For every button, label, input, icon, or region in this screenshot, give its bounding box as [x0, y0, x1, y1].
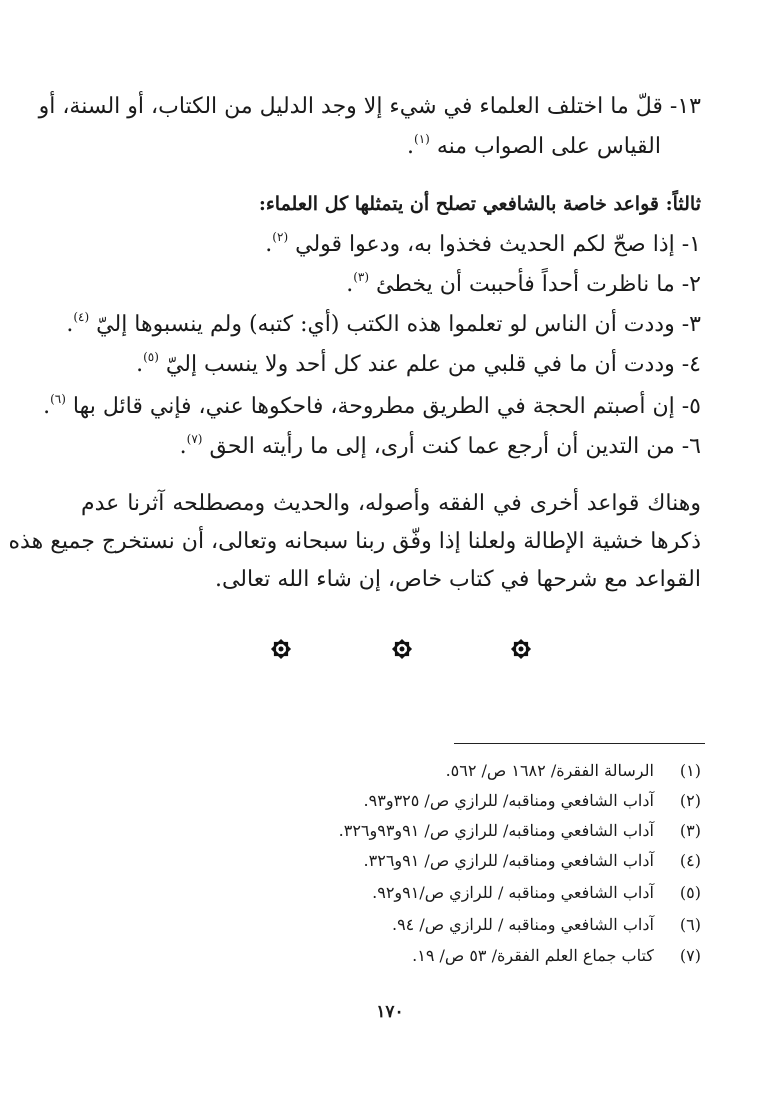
- star-ornament-icon: [268, 636, 294, 662]
- section-heading: ثالثاً: قواعد خاصة بالشافعي تصلح أن يتمثلها كل العلماء:: [258, 193, 701, 215]
- footnote-ref[interactable]: (٢): [272, 230, 289, 244]
- footnote-text: آداب الشافعي ومناقبه/ للرازي ص/ ٩١و٣٢٦.: [363, 851, 654, 870]
- footnote-number: (٧): [679, 946, 701, 965]
- star-ornament-icon: [508, 636, 534, 662]
- footnote: [181, 817, 701, 845]
- footnote-text: آداب الشافعي ومناقبه/ للرازي ص/ ٣٢٥و٩٣.: [363, 791, 654, 810]
- page-number: ١٧٠: [376, 1002, 404, 1022]
- footnote-ref[interactable]: (٧): [186, 432, 203, 446]
- footnote-ref[interactable]: (٦): [50, 392, 66, 406]
- footnote-text: آداب الشافعي ومناقبه/ للرازي ص/ ٩١و٩٣و٣٢٦.: [338, 821, 654, 840]
- footnote-number: (١): [679, 761, 701, 780]
- footnote-separator: [454, 743, 705, 744]
- star-ornament-icon: [389, 636, 415, 662]
- item-13-line-1: ١٣- قلّ ما اختلف العلماء في شيء إلا وجد الدليل من الكتاب، أو السنة، أو: [38, 94, 701, 119]
- main-text: [8, 0, 701, 620]
- footnote: [181, 879, 701, 907]
- closing-paragraph-line: وهناك قواعد أخرى في الفقه وأصوله، والحديث ومصطلحه آثرنا عدم: [81, 491, 701, 516]
- section-divider: [0, 636, 757, 666]
- footnote: [181, 757, 701, 785]
- closing-paragraph-line: ذكرها خشية الإطالة ولعلنا إذا وفّق ربنا سبحانه وتعالى، أن نستخرج جميع هذه: [8, 529, 701, 554]
- footnote-ref[interactable]: (٤): [73, 310, 90, 324]
- footnote-ref[interactable]: (١): [414, 132, 430, 146]
- footnote: [181, 787, 701, 815]
- rule-item: ٦- من التدين أن أرجع عما كنت أرى، إلى ما رأيته الحق $^{(٧)}$.: [179, 432, 701, 459]
- footnote-number: (٣): [679, 821, 701, 840]
- rule-item: ٣- وددت أن الناس لو تعلموا هذه الكتب (أي: كتبه) ولم ينسبوها إليّ $^{(٤)}$.: [66, 310, 701, 337]
- footnote-ref[interactable]: (٥): [143, 350, 159, 364]
- rule-item: ١- إذا صحّ لكم الحديث فخذوا به، ودعوا قولي $^{(٢)}$.: [265, 230, 701, 257]
- footnote: [181, 942, 701, 970]
- rule-item: ٢- ما ناظرت أحداً فأحببت أن يخطئ $^{(٣)}$.: [346, 270, 701, 297]
- footnote-number: (٥): [679, 883, 701, 902]
- footnote-ref[interactable]: (٣): [353, 270, 370, 284]
- footnote: [181, 911, 701, 939]
- footnote-text: كتاب جماع العلم الفقرة/ ٥٣ ص/ ١٩.: [412, 946, 654, 965]
- footnote: [181, 847, 701, 875]
- footnote-text: آداب الشافعي ومناقبه / للرازي ص/٩١و٩٢.: [372, 883, 654, 902]
- footnote-number: (٦): [679, 915, 701, 934]
- item-13-line-2: القياس على الصواب منه $^{(١)}$.: [407, 132, 661, 159]
- footnote-number: (٤): [679, 851, 701, 870]
- footnote-text: الرسالة الفقرة/ ١٦٨٢ ص/ ٥٦٢.: [445, 761, 654, 780]
- footnote-text: آداب الشافعي ومناقبه / للرازي ص/ ٩٤.: [391, 915, 654, 934]
- closing-paragraph-line: القواعد مع شرحها في كتاب خاص، إن شاء الله تعالى.: [214, 567, 701, 592]
- rule-item: ٤- وددت أن ما في قلبي من علم عند كل أحد ولا ينسب إليّ $^{(٥)}$.: [136, 350, 701, 377]
- rule-item: ٥- إن أصبتم الحجة في الطريق مطروحة، فاحكوها عني، فإني قائل بها $^{(٦)}$.: [43, 392, 701, 419]
- footnote-number: (٢): [679, 791, 701, 810]
